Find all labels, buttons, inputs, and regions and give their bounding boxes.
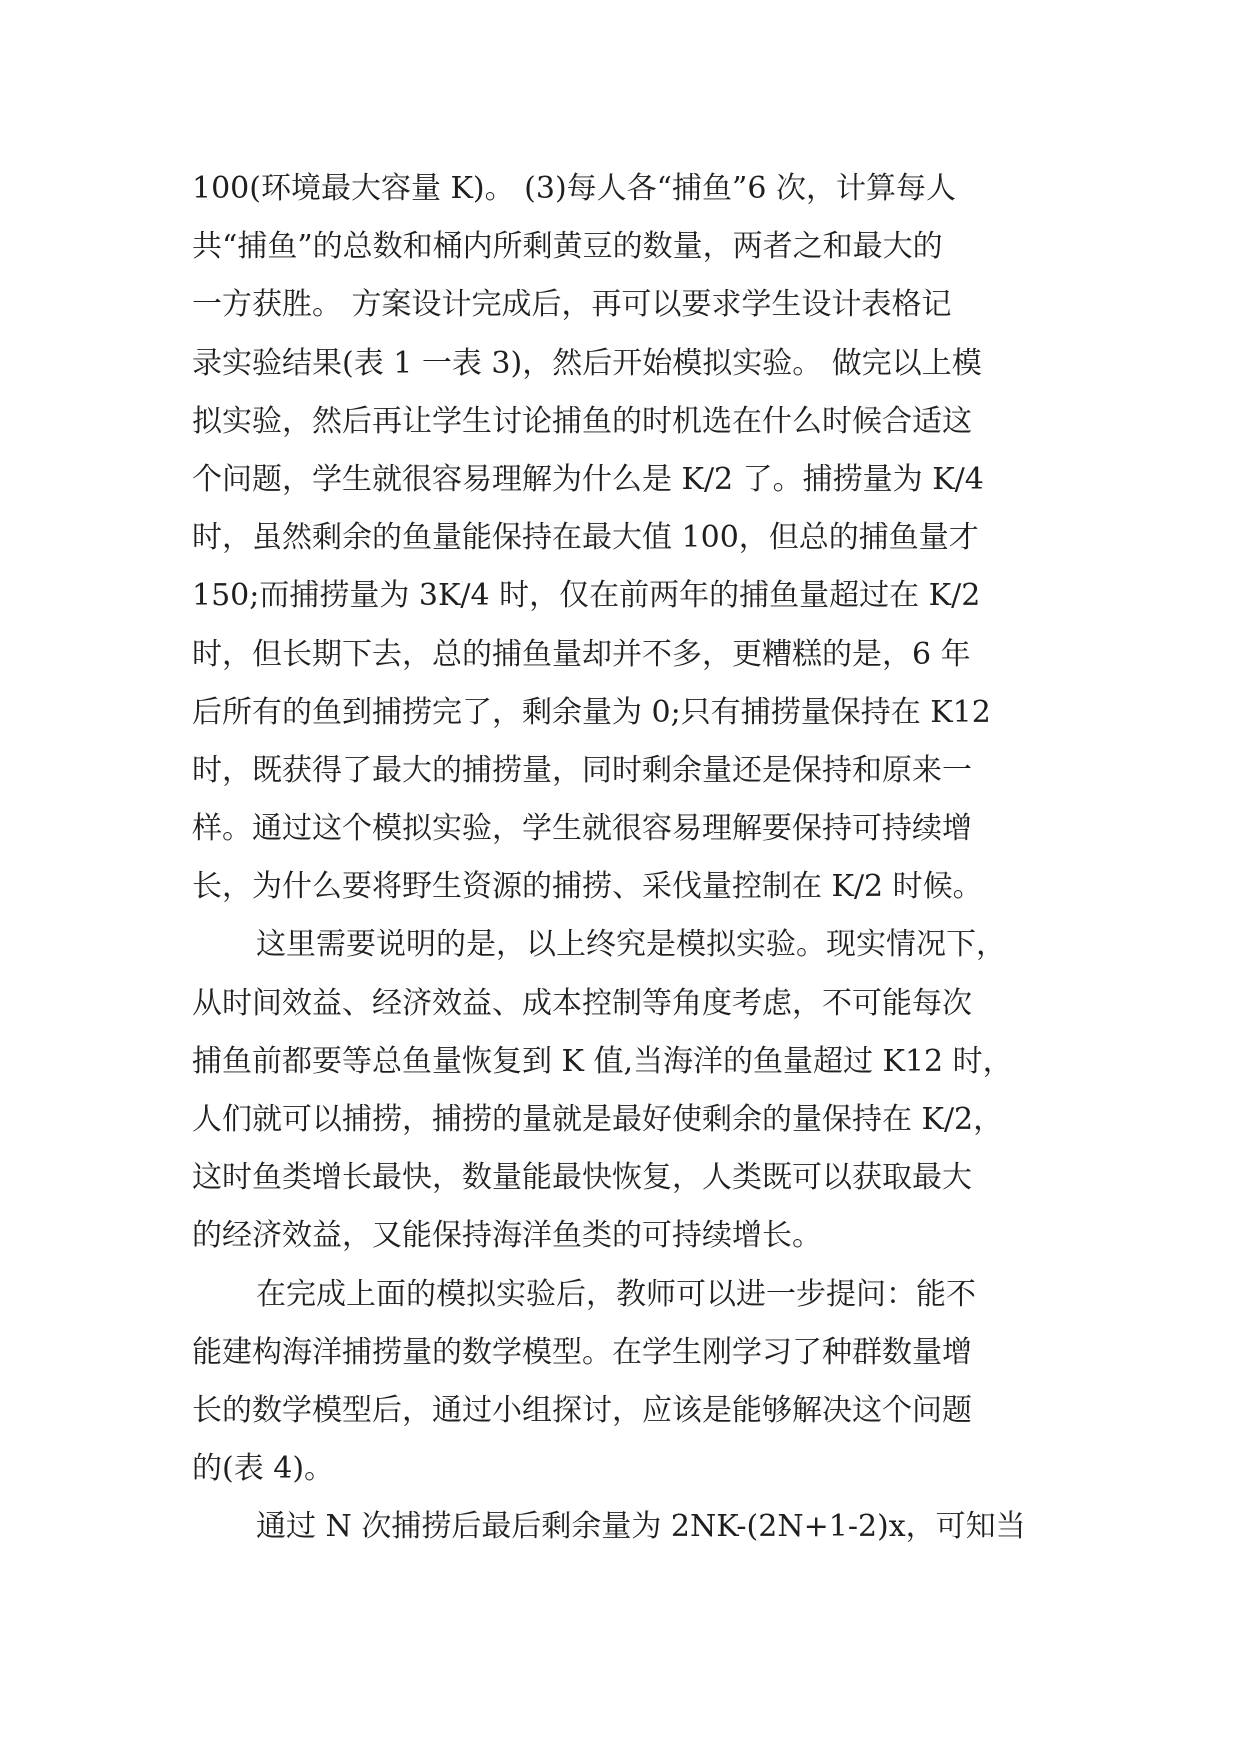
body-text (192, 160, 1072, 1557)
paragraph-1 (192, 160, 1072, 916)
text-line: 150;而捕捞量为 3K/4 时，仅在前两年的捕鱼量超过在 K/2 (192, 578, 981, 614)
text-line: 能建构海洋捕捞量的数学模型。在学生刚学习了种群数量增 (192, 1334, 972, 1370)
text-line: 一方获胜。 方案设计完成后，再可以要求学生设计表格记 (192, 287, 952, 323)
text-line: 时，虽然剩余的鱼量能保持在最大值 100，但总的捕鱼量才 (192, 520, 979, 556)
text-line: 个问题，学生就很容易理解为什么是 K/2 了。捕捞量为 K/4 (192, 461, 984, 497)
text-line: 样。通过这个模拟实验，学生就很容易理解要保持可持续增 (192, 811, 972, 847)
paragraph-4 (192, 1498, 1072, 1556)
text-line: 100(环境最大容量 K)。 (3)每人各“捕鱼”6 次，计算每人 (192, 171, 956, 206)
text-line: 这里需要说明的是，以上终究是模拟实验。现实情况下， (256, 927, 1006, 963)
text-line: 拟实验，然后再让学生讨论捕鱼的时机选在什么时候合适这 (192, 403, 972, 439)
text-line: 在完成上面的模拟实验后，教师可以进一步提问：能不 (256, 1276, 976, 1312)
text-line: 后所有的鱼到捕捞完了，剩余量为 0;只有捕捞量保持在 K12 (192, 694, 991, 730)
text-line: 长，为什么要将野生资源的捕捞、采伐量控制在 K/2 时候。 (192, 869, 983, 905)
text-line: 人们就可以捕捞，捕捞的量就是最好使剩余的量保持在 K/2， (192, 1102, 1004, 1137)
text-line: 的(表 4)。 (192, 1451, 335, 1487)
paragraph-3 (192, 1266, 1072, 1499)
text-line: 捕鱼前都要等总鱼量恢复到 K 值,当海洋的鱼量超过 K12 时， (192, 1043, 1013, 1079)
text-line: 这时鱼类增长最快，数量能最快恢复，人类既可以获取最大 (192, 1160, 972, 1196)
text-line: 录实验结果(表 1 一表 3)，然后开始模拟实验。 做完以上模 (192, 345, 982, 381)
text-line: 共“捕鱼”的总数和桶内所剩黄豆的数量，两者之和最大的 (192, 229, 943, 265)
text-line: 通过 N 次捕捞后最后剩余量为 2NK-(2N+1-2)x，可知当 (256, 1509, 1026, 1545)
text-line: 时，但长期下去，总的捕鱼量却并不多，更糟糕的是，6 年 (192, 636, 971, 672)
text-line: 从时间效益、经济效益、成本控制等角度考虑，不可能每次 (192, 985, 972, 1021)
text-line: 的经济效益，又能保持海洋鱼类的可持续增长。 (192, 1218, 822, 1254)
text-line: 长的数学模型后，通过小组探讨，应该是能够解决这个问题 (192, 1392, 972, 1428)
paragraph-2 (192, 916, 1072, 1265)
text-line: 时，既获得了最大的捕捞量，同时剩余量还是保持和原来一 (192, 752, 972, 788)
